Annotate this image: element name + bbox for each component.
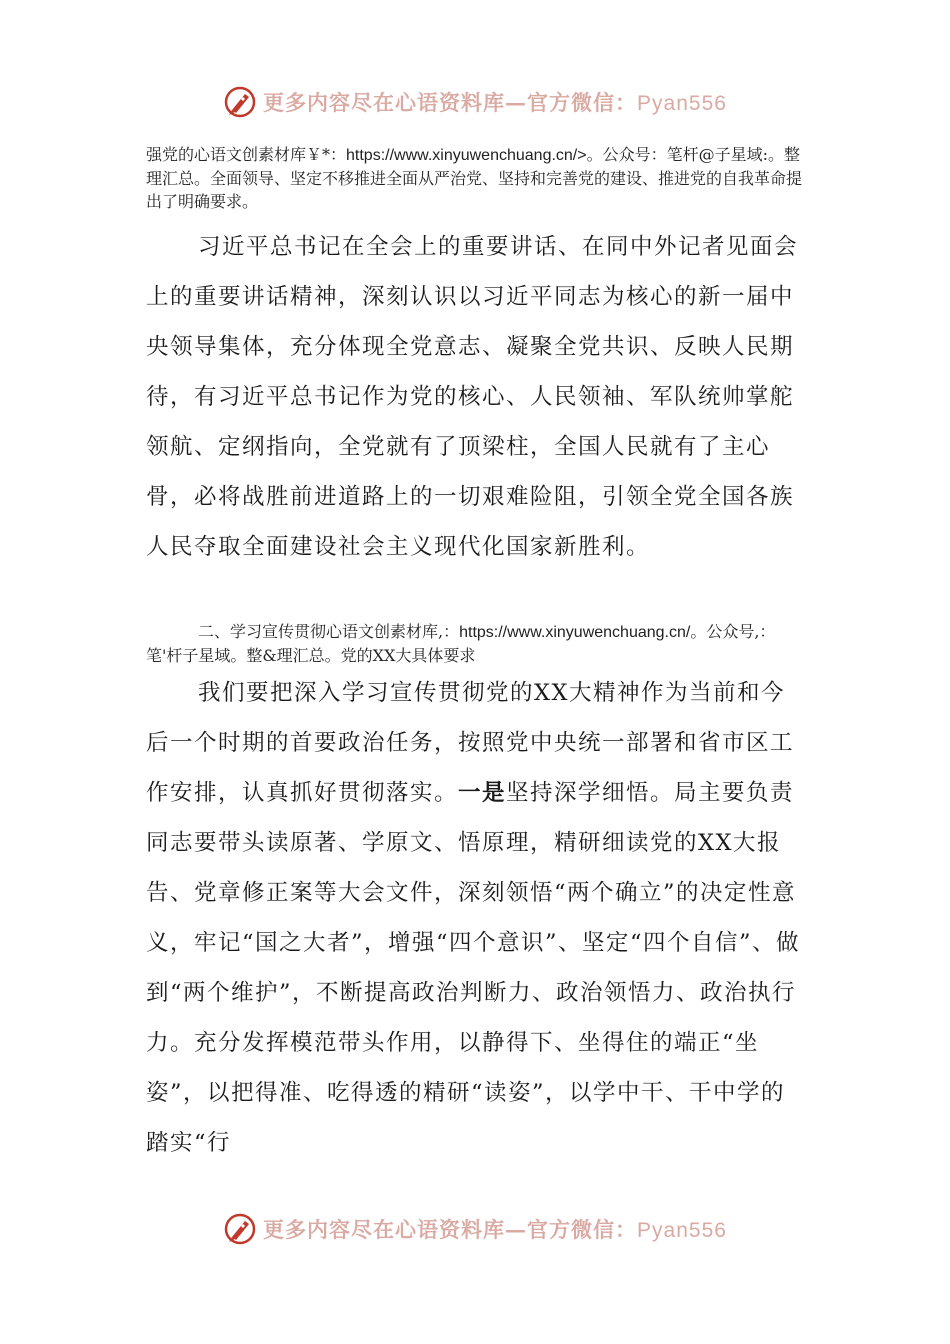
paragraph-1: 习近平总书记在全会上的重要讲话、在同中外记者见面会上的重要讲话精神，深刻认识以习近平同志为核心的新一届中央领导集体，充分体现全党意志、凝聚全党共识、反映人民期待，有习近平总书记作为党的核心、人民领袖、军队统帅掌舵领航、定纲指向，全党就有了顶梁柱，全国人民就有了主心骨，必将战胜前进道路上的一切艰难险阻，引领全党全国各族人民夺取全面建设社会主义现代化国家新胜利。 — [146, 234, 799, 560]
section-2-heading: 二、学习宣传贯彻心语文创素材库,：https://www.xinyuwenchuang.cn/。公众号,：笔'杆子星域。整&理汇总。党的XX大具体要求 — [146, 622, 776, 665]
footer-banner — [0, 1209, 950, 1249]
footer-banner-text: 更多内容尽在心语资料库—官方微信：Pyan556 — [263, 1217, 727, 1242]
section-2-url-link[interactable]: https://www.xinyuwenchuang.cn/ — [459, 624, 691, 641]
paragraph-2: 我们要把深入学习宣传贯彻党的XX大精神作为当前和今后一个时期的首要政治任务，按照党中央统一部署和省市区工作安排，认真抓好贯彻落实。一是坚持深学细悟。局主要负责同志要带头读原著、学原文、悟原理，精研细读党的XX大报告、党章修正案等大会文件，深刻领悟“两个确立”的决定性意义，牢记“国之大者”，增强“四个意识”、坚定“四个自信”、做到“两个维护”，不断提高政治判断力、政治领悟力、政治执行力。充分发挥模范带头作用，以静得下、坐得住的端正“坐姿”，以把得准、吃得透的精研“读姿”，以学中干、干中学的踏实“行 — [146, 680, 801, 1156]
intro-paragraph: 强党的心语文创素材库￥*：https://www.xinyuwenchuang.cn/>。公众号：笔杆@子星域:。整理汇总。全面领导、坚定不移推进全面从严治党、坚持和完善党的建设、推进党的自我革命提出了明确要求。 — [146, 145, 803, 211]
pen-nib-logo-icon — [223, 85, 257, 119]
pen-nib-logo-icon — [223, 1212, 257, 1246]
header-banner — [0, 82, 950, 122]
paragraph-2-bold-marker: 一是 — [458, 780, 507, 806]
intro-url-link[interactable]: https://www.xinyuwenchuang.cn/> — [346, 147, 587, 164]
header-banner-text: 更多内容尽在心语资料库—官方微信：Pyan556 — [263, 90, 727, 115]
